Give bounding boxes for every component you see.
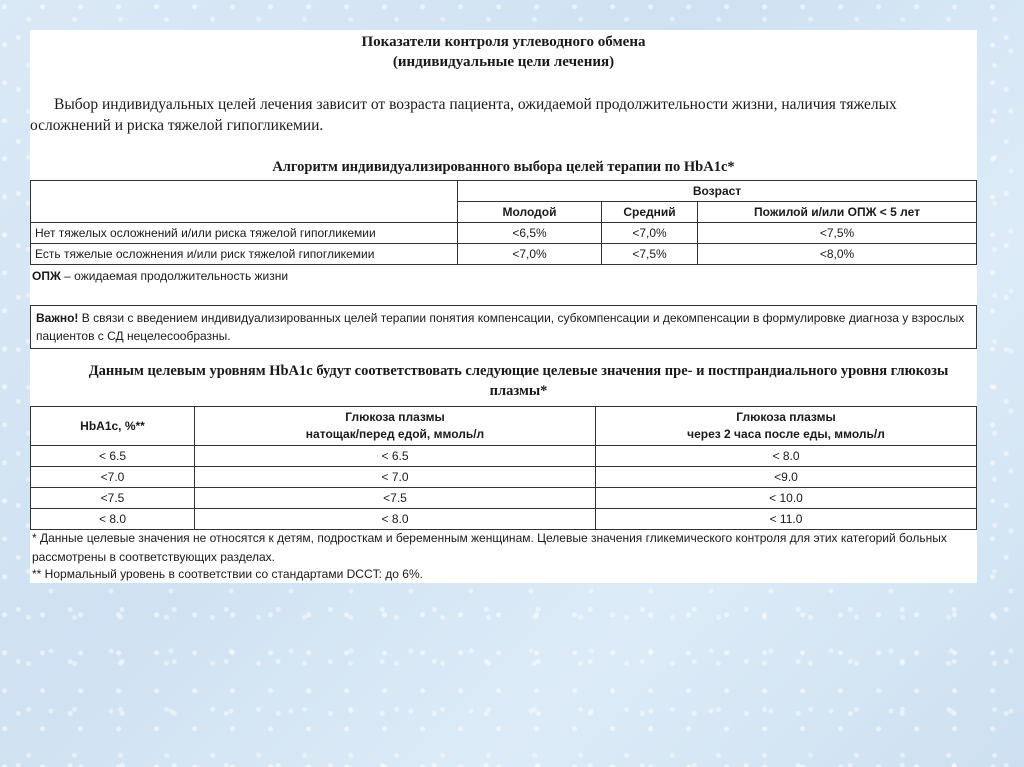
table-row <box>31 488 977 509</box>
row-label: Нет тяжелых осложнений и/или риска тяжелой гипогликемии <box>31 223 458 244</box>
table-cell: <7,0% <box>602 223 698 244</box>
document-subtitle: (индивидуальные цели лечения) <box>392 54 615 70</box>
table-row <box>31 509 977 530</box>
table2-title: Данным целевым уровням HbA1c будут соответствовать следующие целевые значения пре- и постпрандиального уровня глюкозы плазмы* <box>88 363 949 399</box>
header-line: натощак/перед едой, ммоль/л <box>305 427 485 441</box>
table-cell: < 8.0 <box>596 446 977 467</box>
table-cell: < 8.0 <box>31 509 195 530</box>
hba1c-targets-table <box>30 180 977 265</box>
column-header: Молодой <box>458 202 602 223</box>
important-text: В связи с введением индивидуализированных целей терапии понятия компенсации, субкомпенсации и декомпенсации в формулировке диагноза у взрослых пациентов с СД нецелесообразны. <box>36 311 965 343</box>
table-cell: < 6.5 <box>195 446 596 467</box>
abbreviation-note <box>32 269 288 283</box>
table-cell: < 11.0 <box>596 509 977 530</box>
header-line: через 2 часа после еды, ммоль/л <box>687 427 885 441</box>
table-cell: <8,0% <box>698 244 977 265</box>
glucose-targets-table <box>30 406 977 530</box>
table-cell: <7.5 <box>31 488 195 509</box>
table-cell: <7.0 <box>31 467 195 488</box>
table-cell: < 10.0 <box>596 488 977 509</box>
header-line: HbA1c, %** <box>80 419 145 433</box>
document-slide <box>30 30 977 583</box>
table-cell: < 8.0 <box>195 509 596 530</box>
column-header <box>195 407 596 446</box>
table-cell: <9.0 <box>596 467 977 488</box>
table-cell: <7.5 <box>195 488 596 509</box>
header-line: Глюкоза плазмы <box>345 410 445 424</box>
table-cell: <7,5% <box>602 244 698 265</box>
column-header: Пожилой и/или ОПЖ < 5 лет <box>698 202 977 223</box>
column-header: Средний <box>602 202 698 223</box>
abbreviation-term: ОПЖ <box>32 269 61 283</box>
table-cell: <6,5% <box>458 223 602 244</box>
table-cell <box>31 181 458 223</box>
age-header: Возраст <box>458 181 977 202</box>
document-title: Показатели контроля углеводного обмена <box>361 34 646 50</box>
table-row <box>31 407 977 446</box>
important-note-box <box>30 305 977 349</box>
table-row <box>31 223 977 244</box>
column-header <box>31 407 195 446</box>
footnote-1: * Данные целевые значения не относятся к детям, подросткам и беременным женщинам. Целевые значения гликемического контроля для этих категорий больных рассмотрены в соответствующих разделах. <box>32 531 947 564</box>
table-row <box>31 181 977 202</box>
abbreviation-text: – ожидаемая продолжительность жизни <box>60 269 289 283</box>
table-row <box>31 446 977 467</box>
table-cell: < 7.0 <box>195 467 596 488</box>
footnote-2: ** Нормальный уровень в соответствии со стандартами DCCT: до 6%. <box>32 567 423 581</box>
column-header <box>596 407 977 446</box>
table-cell: <7,5% <box>698 223 977 244</box>
intro-paragraph: Выбор индивидуальных целей лечения зависит от возраста пациента, ожидаемой продолжительности жизни, наличия тяжелых осложнений и риска тяжелой гипогликемии. <box>30 96 897 134</box>
table-row <box>31 244 977 265</box>
important-label: Важно! <box>36 311 79 325</box>
table-cell: < 6.5 <box>31 446 195 467</box>
header-line: Глюкоза плазмы <box>736 410 836 424</box>
table-cell: <7,0% <box>458 244 602 265</box>
table1-title: Алгоритм индивидуализированного выбора целей терапии по HbA1c* <box>272 159 735 175</box>
table-row <box>31 467 977 488</box>
row-label: Есть тяжелые осложнения и/или риск тяжелой гипогликемии <box>31 244 458 265</box>
